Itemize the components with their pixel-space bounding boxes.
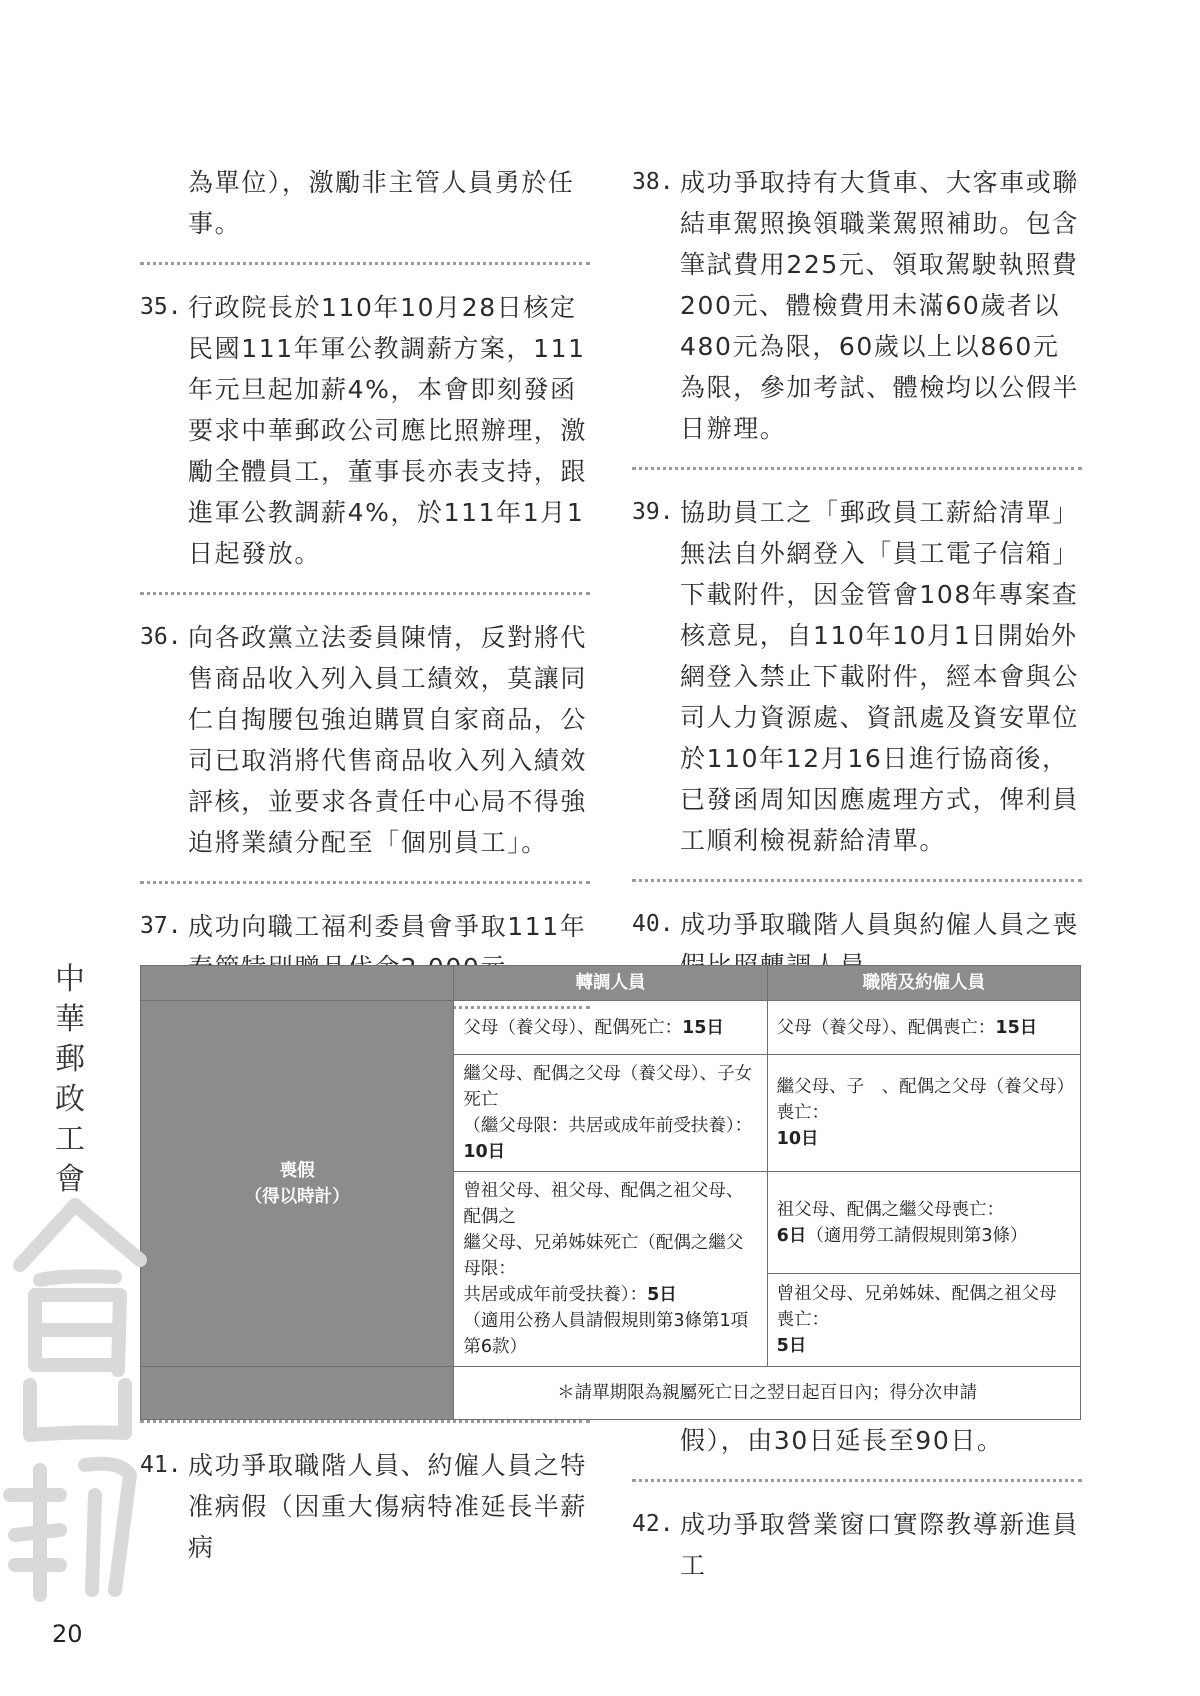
item-number: 41. [140, 1452, 182, 1478]
row-head-line2: （得以時計） [244, 1186, 350, 1207]
left-column-top [140, 162, 590, 1031]
row-head-line1: 喪假 [279, 1160, 315, 1181]
cell-line: 繼父母、配偶之父母（養父母）、子女死亡 [463, 1064, 753, 1110]
dotted-divider [140, 1420, 590, 1423]
cell-row1-transfer [454, 1001, 767, 1055]
item-number: 40. [632, 911, 674, 937]
header-transfer-staff: 轉調人員 [454, 966, 767, 1001]
cell-line: 曾祖父母、祖父母、配偶之祖父母、配偶之 [463, 1181, 744, 1227]
cell-line: 繼父母、兄弟姊妹死亡（配偶之繼父母限： [463, 1233, 744, 1279]
list-item-41 [140, 1445, 590, 1568]
cell-days: 15日 [995, 1017, 1038, 1038]
cell-row3b-contract [767, 1274, 1080, 1367]
cell-days: 5日 [776, 1336, 807, 1357]
dotted-divider [140, 262, 590, 265]
table-footnote: ＊請單期限為親屬死亡日之翌日起百日內；得分次申請 [454, 1367, 1081, 1420]
list-item-42 [632, 1504, 1082, 1586]
cell-row2-contract [767, 1055, 1080, 1172]
cell-line: （繼父母限：共居或成年前受扶養）： [463, 1116, 753, 1136]
side-title-union-name: 中華郵政工會 [55, 962, 85, 1197]
dotted-divider [140, 881, 590, 884]
item-text: 成功爭取營業窗口實際教導新進員工 [680, 1510, 1080, 1580]
continuation-text: 為單位），激勵非主管人員勇於任事。 [188, 168, 575, 238]
dotted-divider [632, 1479, 1082, 1482]
cell-line: 曾祖父母、兄弟姊妹、配偶之祖父母喪亡： [776, 1284, 1057, 1331]
cell-row3a-contract [767, 1172, 1080, 1274]
cell-row3-transfer [454, 1172, 767, 1367]
table-corner [141, 966, 454, 1001]
dotted-divider [632, 879, 1082, 882]
cell-line: 繼父母、子 、配偶之父母（養父母）喪亡： [776, 1077, 1066, 1123]
item-number: 37. [140, 913, 182, 939]
bereavement-leave-table [140, 965, 1081, 1420]
right-column-top [632, 162, 1082, 986]
cell-row2-transfer [454, 1055, 767, 1172]
cell-days: 6日 [776, 1225, 807, 1246]
item-text: 成功爭取持有大貨車、大客車或聯結車駕照換領職業駕照補助。包含筆試費用225元、領取駕駛執照費200元、體檢費用未滿60歲者以480元為限，60歲以上以860元為限，參加考試、體檢均以公假半日辦理。 [680, 168, 1080, 443]
item-text: 成功向職工福利委員會爭取111年 [188, 912, 587, 941]
item-number: 36. [140, 624, 182, 650]
cell-line: （適用公務人員請假規則第3條第1項第6款） [463, 1311, 749, 1357]
calligraphy-watermark-icon [0, 1195, 150, 1615]
item-text: 成功爭取職階人員與約僱人員之喪 [680, 910, 1080, 939]
page-number: 20 [52, 1620, 83, 1648]
dotted-divider [140, 592, 590, 595]
dotted-divider [632, 467, 1082, 470]
cell-text: 父母（養父母）、配偶死亡： [463, 1017, 683, 1038]
table-corner-bottom [141, 1367, 454, 1420]
cell-days: 5日 [647, 1285, 677, 1305]
row-head-bereavement [141, 1001, 454, 1367]
item-number: 42. [632, 1511, 674, 1537]
cell-days: 15日 [682, 1017, 724, 1038]
list-item-38 [632, 162, 1082, 449]
cell-row1-contract [767, 1001, 1080, 1055]
item-text: 向各政黨立法委員陳情，反對將代售商品收入列入員工績效，莫讓同仁自掏腰包強迫購買自家商品，公司已取消將代售商品收入列入績效評核，並要求各責任中心局不得強迫將業績分配至「個別員工」。 [188, 623, 588, 857]
cell-days: 10日 [463, 1142, 506, 1162]
cell-text: 父母（養父母）、配偶喪亡： [776, 1017, 996, 1038]
cell-line: 共居或成年前受扶養）： [463, 1285, 648, 1305]
item-number: 38. [632, 169, 674, 195]
right-column-bottom [632, 1420, 1082, 1586]
continuation-text: 假），由30日延長至90日。 [680, 1426, 1004, 1455]
left-column-bottom [140, 1420, 590, 1568]
cell-text: （適用勞工請假規則第3條） [806, 1225, 1028, 1246]
item-text: 行政院長於110年10月28日核定民國111年軍公教調薪方案，111年元旦起加薪4%，本會即刻發函要求中華郵政公司應比照辦理，激勵全體員工，董事長亦表支持，跟進軍公教調薪4%，於111年1月1日起發放。 [188, 293, 588, 568]
list-item-39 [632, 492, 1082, 861]
item-text: 成功爭取職階人員、約僱人員之特准病假（因重大傷病特准延長半薪病 [188, 1451, 588, 1562]
item-number: 35. [140, 294, 182, 320]
cell-days: 10日 [776, 1129, 819, 1149]
cell-line: 祖父母、配偶之繼父母喪亡： [776, 1199, 1005, 1220]
item-text: 協助員工之「郵政員工薪給清單」無法自外網登入「員工電子信箱」下載附件，因金管會108年專案查核意見，自110年10月1日開始外網登入禁止下載附件，經本會與公司人力資源處、資訊處及資安單位於110年12月16日進行協商後，已發函周知因應處理方式，俾利員工順利檢視薪給清單。 [680, 498, 1080, 855]
list-item-35 [140, 287, 590, 574]
item-number: 39. [632, 499, 674, 525]
list-item-36 [140, 617, 590, 863]
header-contract-staff: 職階及約僱人員 [767, 966, 1080, 1001]
